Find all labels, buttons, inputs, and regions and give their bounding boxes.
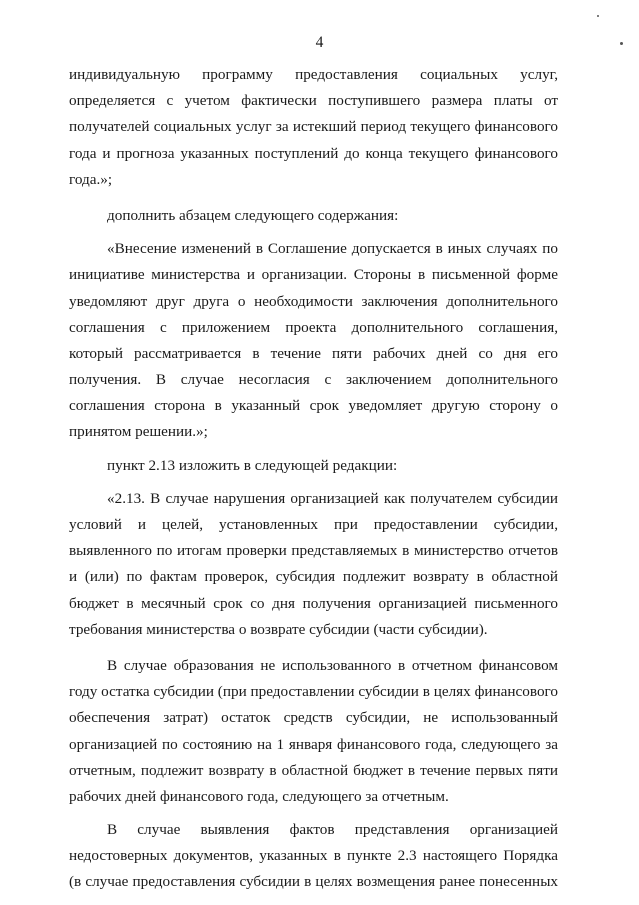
text-line: и (или) по фактам проверок, субсидия подлежит возврату в областной [69,568,558,586]
paragraph [69,817,558,896]
paragraph [69,653,558,810]
paragraph-gap [69,193,558,203]
text-line: года.»; [69,170,113,188]
text-line: получателей социальных услуг за истекший период текущего финансового [69,118,558,136]
text-line: который рассматривается в течение пяти рабочих дней со дня его [69,344,558,362]
text-line: пункт 2.13 изложить в следующей редакции: [107,456,398,474]
text-line: выявленного по итогам проверки представляемых в министерство отчетов [69,542,558,560]
text-line: В случае образования не использованного в отчетном финансовом [107,656,558,674]
text-line: рабочих дней финансового года, следующего за отчетным. [69,787,449,805]
text-line: отчетным, подлежит возврату в областной бюджет в течение первых пяти [69,761,558,779]
scan-speck [597,15,599,17]
text-line: инициативе министерства и организации. Стороны в письменной форме [69,266,558,284]
text-line: недостоверных документов, указанных в пункте 2.3 настоящего Порядка [69,847,558,865]
paragraph [69,453,558,479]
scan-speck [620,42,623,45]
text-line: обеспечения затрат) остаток средств субсидии, не использованный [69,709,558,727]
paragraph [69,486,558,643]
page-number: 4 [315,34,324,51]
document-body [69,62,558,896]
text-line: соглашения сторона в указанный срок уведомляет другую сторону о [69,397,558,415]
text-line: получения. В случае несогласия с заключением дополнительного [69,371,558,389]
paragraph [69,236,558,446]
text-line: принятом решении.»; [69,423,208,441]
text-line: уведомляют друг друга о необходимости заключения дополнительного [69,292,558,310]
paragraph [69,62,558,193]
text-line: бюджет в месячный срок со дня получения организацией письменного [69,594,558,612]
text-line: «2.13. В случае нарушения организацией как получателем субсидии [107,489,558,507]
text-line: «Внесение изменений в Соглашение допускается в иных случаях по [107,240,558,258]
paragraph-gap [69,643,558,653]
text-line: (в случае предоставления субсидии в целях возмещения ранее понесенных [69,873,558,891]
text-line: года и прогноза указанных поступлений до конца текущего финансового [69,144,558,162]
text-line: соглашения с приложением проекта дополнительного соглашения, [69,318,558,336]
paragraph-gap [69,810,558,817]
text-line: требования министерства о возврате субсидии (части субсидии). [69,620,488,638]
paragraph-gap [69,479,558,486]
paragraph [69,203,558,229]
paragraph-gap [69,446,558,453]
text-line: году остатка субсидии (при предоставлении субсидии в целях финансового [69,683,558,701]
text-line: дополнить абзацем следующего содержания: [107,206,399,224]
paragraph-gap [69,229,558,236]
text-line: В случае выявления фактов представления организацией [107,821,558,839]
text-line: индивидуальную программу предоставления социальных услуг, [69,66,558,83]
text-line: организацией по состоянию на 1 января финансового года, следующего за [69,735,558,753]
text-line: условий и целей, установленных при предоставлении субсидии, [69,516,558,533]
text-line: определяется с учетом фактически поступившего размера платы от [69,92,558,110]
